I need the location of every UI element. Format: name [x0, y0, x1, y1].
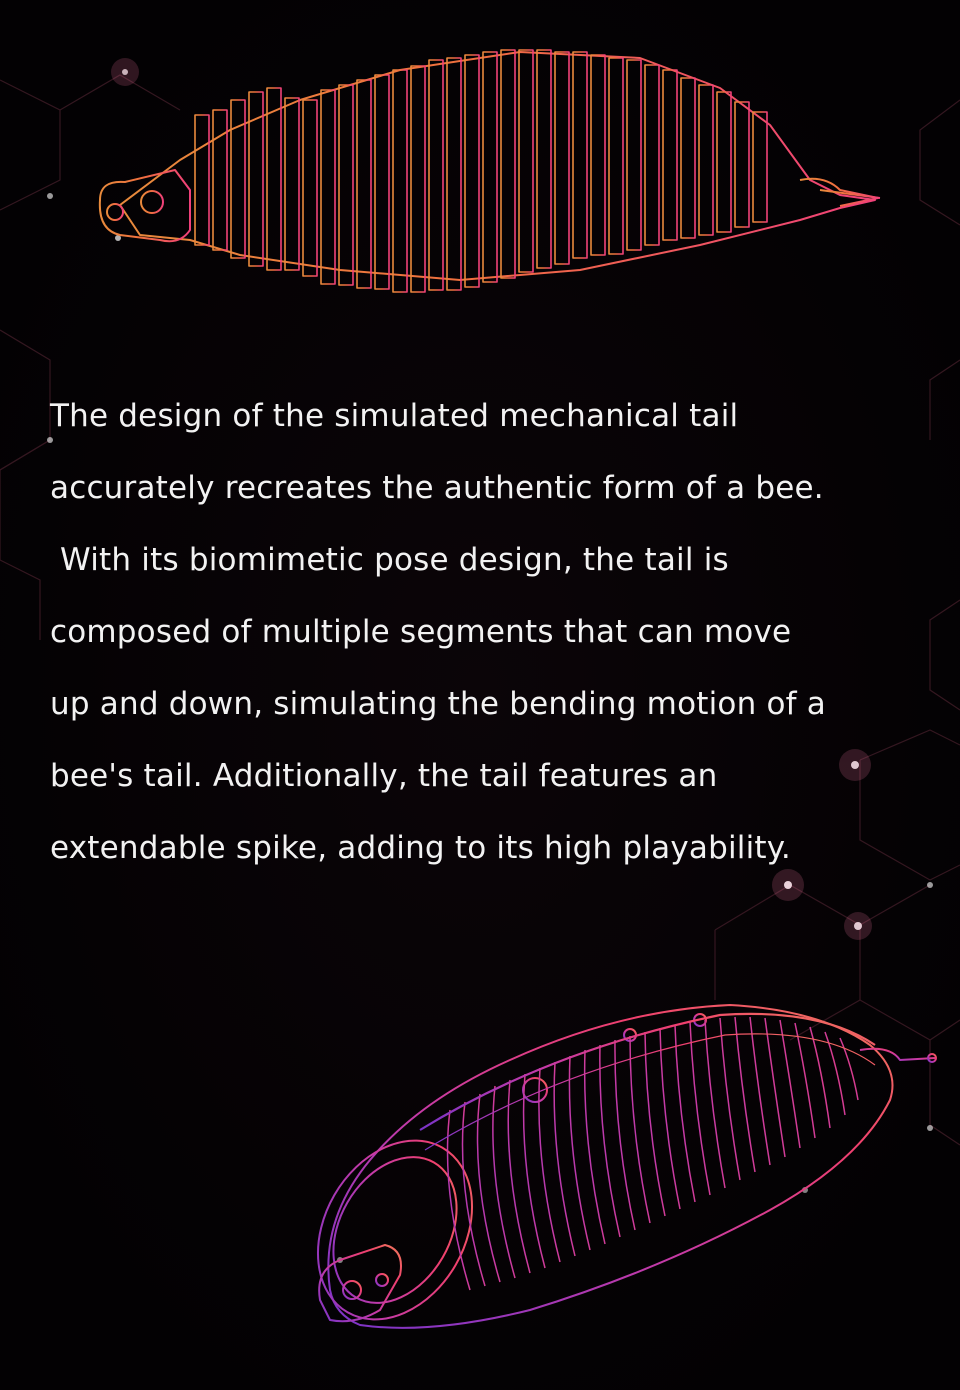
description-line: With its biomimetic pose design, the tail is [50, 542, 729, 578]
description-line: bee's tail. Additionally, the tail features an [50, 758, 718, 794]
description-line: extendable spike, adding to its high playability. [50, 830, 791, 866]
description-line: composed of multiple segments that can move [50, 614, 792, 650]
description-line: The design of the simulated mechanical tail [50, 398, 739, 434]
description-line: up and down, simulating the bending motion of a [50, 686, 826, 722]
mechanical-tail-side-view-outline [80, 30, 890, 300]
tail-feature-description [50, 380, 930, 884]
mechanical-tail-perspective-outline [300, 990, 950, 1340]
description-line: accurately recreates the authentic form of a bee. [50, 470, 824, 506]
